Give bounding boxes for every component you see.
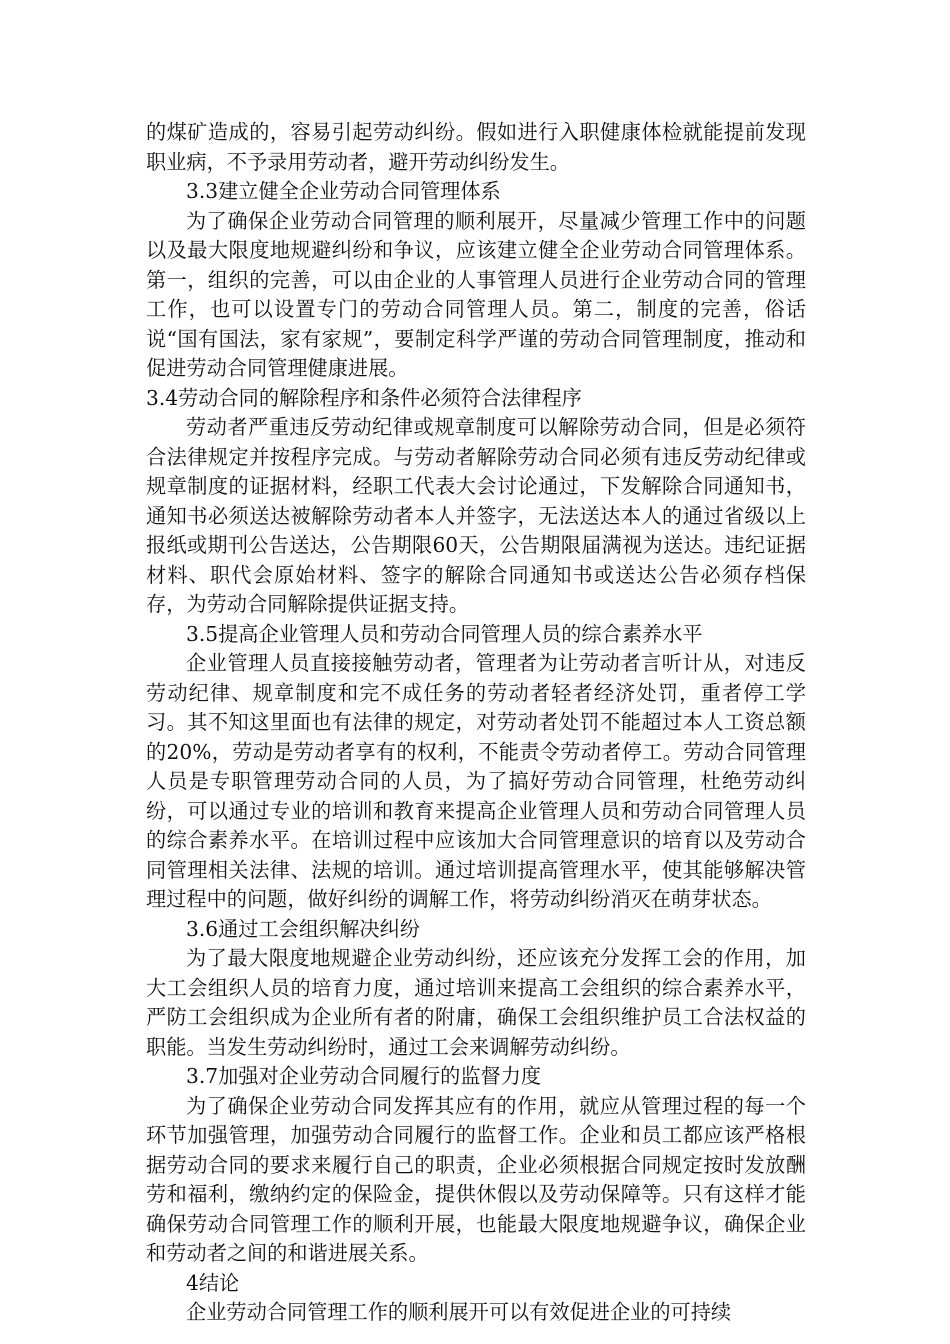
section-heading-3-5: 3.5提高企业管理人员和劳动合同管理人员的综合素养水平 — [186, 621, 703, 646]
paragraph-3-5: 企业管理人员直接接触劳动者，管理者为让劳动者言听计从，对违反劳动纪律、规章制度和完不成任务的劳动者轻者经济处罚，重者停工学习。其不知这里面也有法律的规定，对劳动者处罚不能超过本人工资总额的20%，劳动是劳动者享有的权利，不能责令劳动者停工。劳动合同管理人员是专职管理劳动合同的人员，为了搞好劳动合同管理，杜绝劳动纠纷，可以通过专业的培训和教育来提高企业管理人员和劳动合同管理人员的综合素养水平。在培训过程中应该加大合同管理意识的培育以及劳动合同管理相关法律、法规的培训。通过培训提高管理水平，使其能够解决管理过程中的问题，做好纠纷的调解工作，将劳动纠纷消灭在萌芽状态。 — [146, 651, 806, 911]
paragraph-4: 企业劳动合同管理工作的顺利展开可以有效促进企业的可持续 — [186, 1300, 732, 1324]
section-heading-4: 4结论 — [186, 1270, 240, 1295]
paragraph-3-6: 为了最大限度地规避企业劳动纠纷，还应该充分发挥工会的作用，加大工会组织人员的培育力度，通过培训来提高工会组织的综合素养水平，严防工会组织成为企业所有者的附庸，确保工会组织维护员工合法权益的职能。当发生劳动纠纷时，通过工会来调解劳动纠纷。 — [146, 946, 806, 1059]
paragraph-3-4: 劳动者严重违反劳动纪律或规章制度可以解除劳动合同，但是必须符合法律规定并按程序完成。与劳动者解除劳动合同必须有违反劳动纪律或规章制度的证据材料，经职工代表大会讨论通过，下发解除合同通知书，通知书必须送达被解除劳动者本人并签字，无法送达本人的通过省级以上报纸或期刊公告送达，公告期限60天，公告期限届满视为送达。违纪证据材料、职代会原始材料、签字的解除合同通知书或送达公告必须存档保存，为劳动合同解除提供证据支持。 — [146, 415, 806, 616]
paragraph-3-7: 为了确保企业劳动合同发挥其应有的作用，就应从管理过程的每一个环节加强管理，加强劳动合同履行的监督工作。企业和员工都应该严格根据劳动合同的要求来履行自己的职责，企业必须根据合同规定按时发放酬劳和福利，缴纳约定的保险金，提供休假以及劳动保障等。只有这样才能确保劳动合同管理工作的顺利开展，也能最大限度地规避争议，确保企业和劳动者之间的和谐进展关系。 — [146, 1093, 806, 1265]
section-heading-3-4: 3.4劳动合同的解除程序和条件必须符合法律程序 — [146, 385, 582, 410]
section-heading-3-6: 3.6通过工会组织解决纠纷 — [186, 916, 420, 941]
paragraph-intro: 的煤矿造成的，容易引起劳动纠纷。假如进行入职健康体检就能提前发现职业病，不予录用劳动者，避开劳动纠纷发生。 — [146, 120, 806, 174]
section-heading-3-7: 3.7加强对企业劳动合同履行的监督力度 — [186, 1064, 542, 1088]
paragraph-3-3: 为了确保企业劳动合同管理的顺利展开，尽量减少管理工作中的问题以及最大限度地规避纠纷和争议，应该建立健全企业劳动合同管理体系。第一，组织的完善，可以由企业的人事管理人员进行企业劳动合同的管理工作，也可以设置专门的劳动合同管理人员。第二，制度的完善，俗话说“国有国法，家有家规”，要制定科学严谨的劳动合同管理制度，推动和促进劳动合同管理健康进展。 — [146, 208, 806, 380]
section-heading-3-3: 3.3建立健全企业劳动合同管理体系 — [186, 179, 501, 203]
document-page — [146, 118, 806, 1328]
